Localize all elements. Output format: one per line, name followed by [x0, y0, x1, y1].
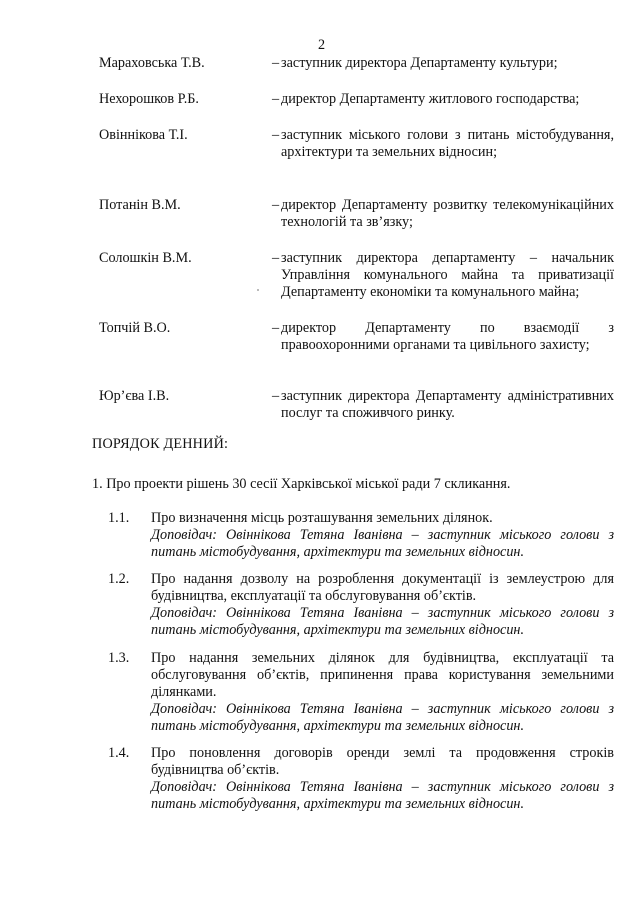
subitem-title: Про надання земельних ділянок для будівництва, експлуатації та обслуговування об’єктів, припинення права користування земельними ділянками. [151, 650, 614, 700]
agenda-subitem [108, 510, 614, 561]
page-number: 2 [317, 37, 326, 53]
dash: – [272, 127, 280, 143]
dash: – [272, 388, 280, 404]
attendee-row [99, 91, 614, 108]
dash: – [272, 55, 280, 71]
agenda-subitem [108, 745, 614, 813]
attendee-row [99, 320, 614, 354]
attendee-name: Потанін В.М. [99, 197, 181, 213]
subitem-number: 1.2. [108, 571, 130, 587]
subitem-speaker: Доповідач: Овіннікова Тетяна Іванівна – заступник міського голови з питань містобудування, архітектури та земельних відносин. [151, 527, 614, 560]
attendee-row [99, 197, 614, 231]
dash: – [272, 250, 280, 266]
attendee-role: директор Департаменту по взаємодії з правоохоронними органами та цивільного захисту; [281, 320, 614, 353]
attendee-name: Мараховська Т.В. [99, 55, 205, 71]
attendee-role: заступник міського голови з питань містобудування, архітектури та земельних відносин; [281, 127, 614, 160]
dash: – [272, 197, 280, 213]
attendee-role: директор Департаменту розвитку телекомунікаційних технологій та зв’язку; [281, 197, 614, 230]
subitem-title: Про надання дозволу на розроблення документації із землеустрою для будівництва, експлуатації та обслуговування об’єктів. [151, 571, 614, 604]
subitem-number: 1.3. [108, 650, 130, 666]
attendee-row [99, 250, 614, 301]
attendee-role: заступник директора Департаменту культури; [281, 55, 558, 71]
attendee-name: Топчій В.О. [99, 320, 171, 336]
attendee-row [99, 55, 614, 72]
subitem-title: Про поновлення договорів оренди землі та продовження строків будівництва об’єктів. [151, 745, 614, 778]
dash: – [272, 91, 280, 107]
agenda-subitem [108, 650, 614, 735]
subitem-speaker: Доповідач: Овіннікова Тетяна Іванівна – заступник міського голови з питань містобудування, архітектури та земельних відносин. [151, 701, 614, 734]
subitem-number: 1.1. [108, 510, 130, 526]
attendee-name: Овіннікова Т.І. [99, 127, 188, 143]
subitem-title: Про визначення місць розташування земельних ділянок. [151, 510, 493, 526]
attendee-role: директор Департаменту житлового господарства; [281, 91, 580, 107]
attendee-name: Солошкін В.М. [99, 250, 192, 266]
attendee-name: Нехорошков Р.Б. [99, 91, 199, 107]
agenda-subitem [108, 571, 614, 639]
attendee-name: Юр’єва І.В. [99, 388, 170, 404]
attendee-role: заступник директора Департаменту адміністративних послуг та споживчого ринку. [281, 388, 614, 421]
agenda-heading: ПОРЯДОК ДЕННИЙ: [92, 436, 229, 452]
scan-speck [257, 289, 259, 291]
subitem-number: 1.4. [108, 745, 130, 761]
agenda-item-1: 1. Про проекти рішень 30 сесії Харківської міської ради 7 скликання. [92, 476, 511, 492]
attendee-row [99, 388, 614, 422]
attendee-row [99, 127, 614, 161]
attendee-role: заступник директора департаменту – начальник Управління комунального майна та приватизації Департаменту економіки та комунального майна; [281, 250, 614, 300]
subitem-speaker: Доповідач: Овіннікова Тетяна Іванівна – заступник міського голови з питань містобудування, архітектури та земельних відносин. [151, 605, 614, 638]
subitem-speaker: Доповідач: Овіннікова Тетяна Іванівна – заступник міського голови з питань містобудування, архітектури та земельних відносин. [151, 779, 614, 812]
dash: – [272, 320, 280, 336]
